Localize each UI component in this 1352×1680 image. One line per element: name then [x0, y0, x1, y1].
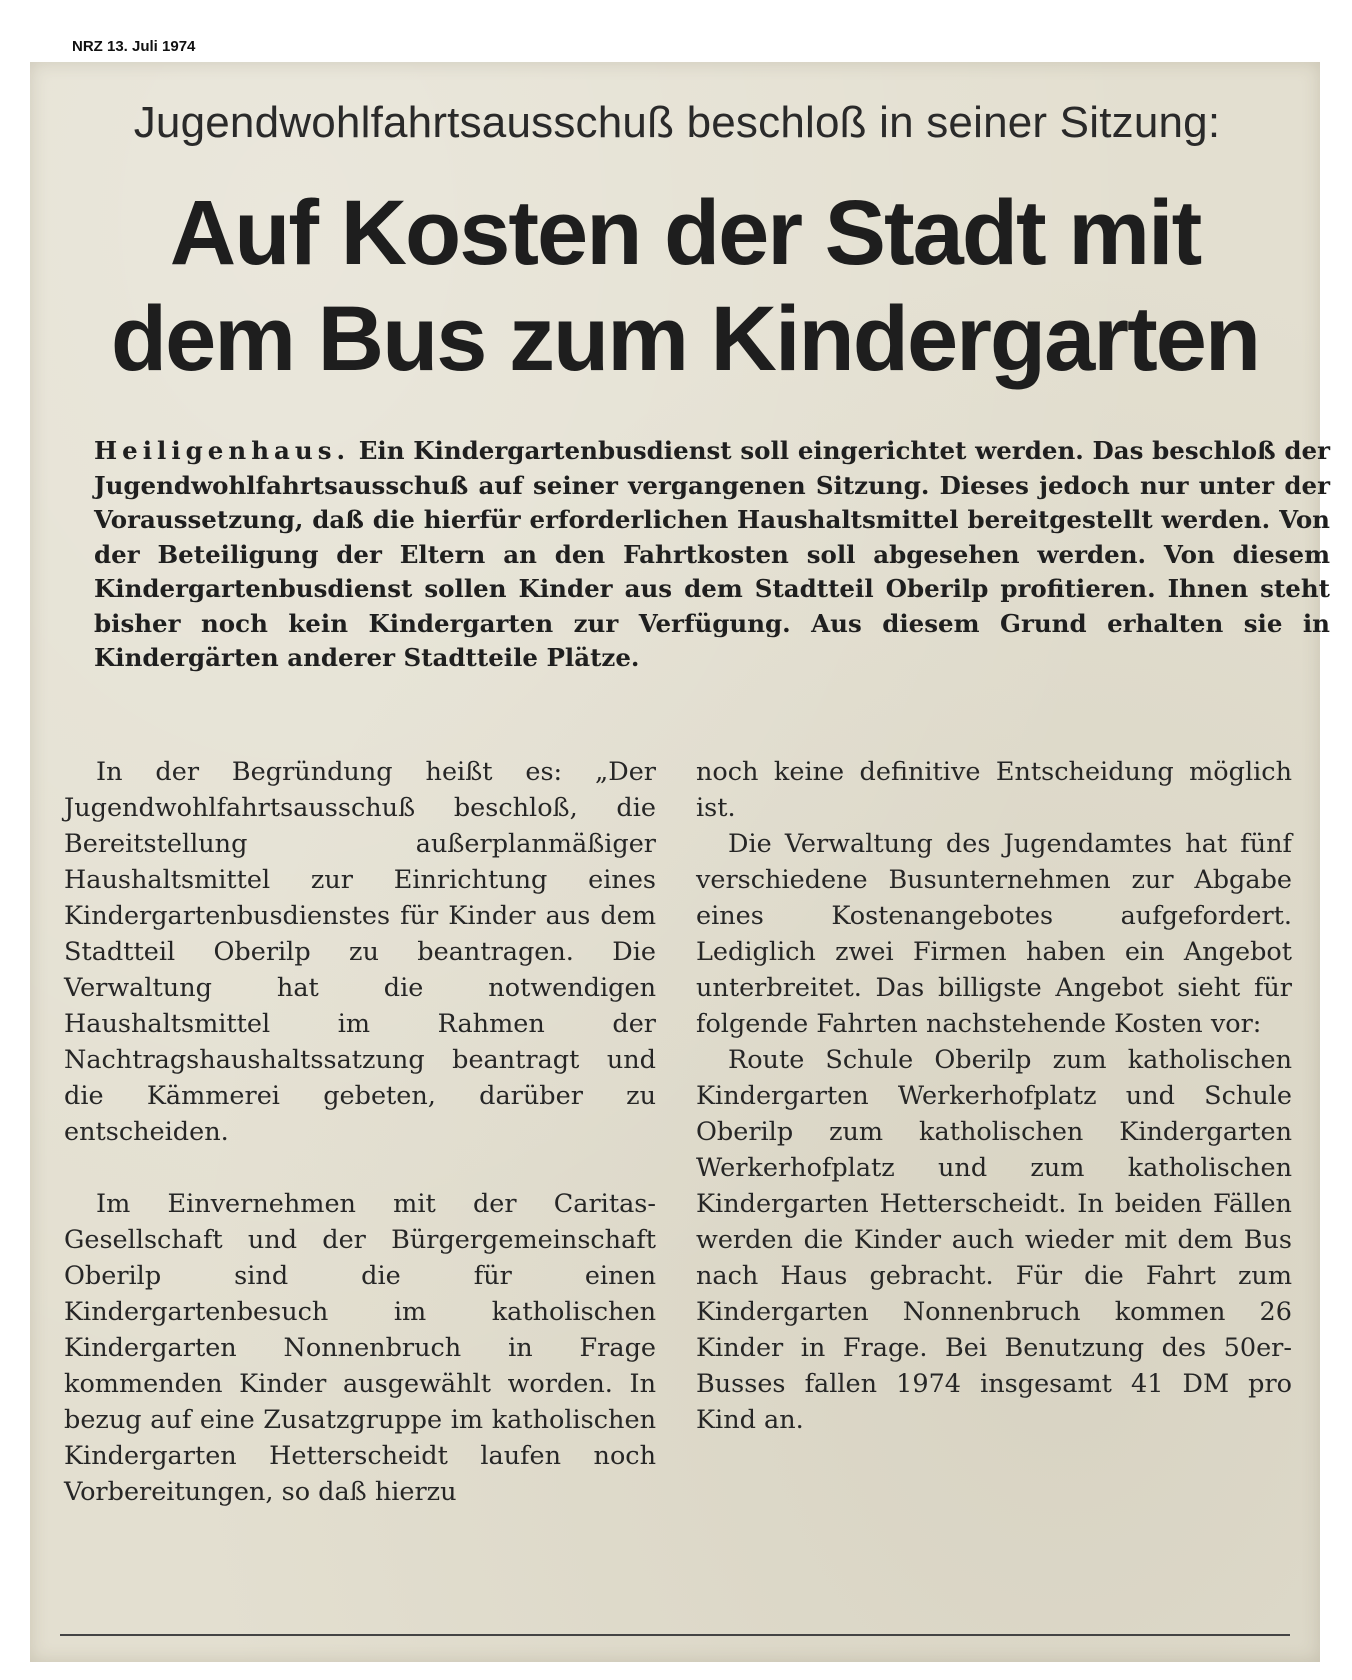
article-column-right	[696, 754, 1292, 1438]
body-paragraph: Route Schule Oberilp zum katholischen Kindergarten Werkerhofplatz und Schule Oberilp zum katholischen Kindergarten Werkerhofplatz und zum katholischen Kindergarten Hetterscheidt. In beiden Fällen werden die Kinder auch wieder mit dem Bus nach Haus gebracht. Für die Fahrt zum Kindergarten Nonnenbruch kommen 26 Kinder in Frage. Bei Benutzung des 50er-Busses fallen 1974 insgesamt 41 DM pro Kind an.	[696, 1045, 1292, 1435]
body-paragraph: In der Begründung heißt es: „Der Jugendwohlfahrtsausschuß beschloß, die Bereitstellung außerplanmäßiger Haushaltsmittel zur Einrichtung eines Kindergartenbusdienstes für Kinder aus dem Stadtteil Oberilp zu beantragen. Die Verwaltung hat die notwendigen Haushaltsmittel im Rahmen der Nachtragshaushaltssatzung beantragt und die Kämmerei gebeten, darüber zu entscheiden.	[64, 757, 656, 1147]
bottom-divider	[60, 1634, 1290, 1636]
article-kicker: Jugendwohlfahrtsausschuß beschloß in seiner Sitzung:	[133, 98, 1221, 147]
article-column-left	[64, 754, 656, 1510]
body-paragraph: Im Einvernehmen mit der Caritas-Gesellschaft und der Bürgergemeinschaft Oberilp sind die für einen Kindergartenbesuch im katholischen Kindergarten Nonnenbruch in Frage kommenden Kinder ausgewählt worden. In bezug auf eine Zusatzgruppe im katholischen Kindergarten Hetterscheidt laufen noch Vorbereitungen, so daß hierzu	[64, 1189, 656, 1507]
body-paragraph: noch keine definitive Entscheidung möglich ist.	[696, 757, 1292, 823]
lead-text: Ein Kindergartenbusdienst soll eingerichtet werden. Das beschloß der Jugendwohlfahrtsausschuß auf seiner vergangenen Sitzung. Dieses jedoch nur unter der Voraussetzung, daß die hierfür erforderlichen Haushaltsmittel bereitgestellt werden. Von der Beteiligung der Eltern an den Fahrtkosten soll abgesehen werden. Von diesem Kindergartenbusdienst sollen Kinder aus dem Stadtteil Oberilp profitieren. Ihnen steht bisher noch kein Kindergarten zur Verfügung. Aus diesem Grund erhalten sie in Kindergärten anderer Stadtteile Plätze.	[94, 436, 1330, 672]
source-date-label: NRZ 13. Juli 1974	[72, 38, 196, 55]
newspaper-clipping	[30, 62, 1330, 1662]
article-lead	[94, 434, 1330, 676]
lead-dateline: Heiligenhaus.	[94, 436, 351, 465]
article-headline: Auf Kosten der Stadt mit dem Bus zum Kindergarten	[110, 182, 1260, 390]
body-paragraph: Die Verwaltung des Jugendamtes hat fünf verschiedene Busunternehmen zur Abgabe eines Kostenangebotes aufgefordert. Lediglich zwei Firmen haben ein Angebot unterbreitet. Das billigste Angebot sieht für folgende Fahrten nachstehende Kosten vor:	[696, 829, 1292, 1039]
